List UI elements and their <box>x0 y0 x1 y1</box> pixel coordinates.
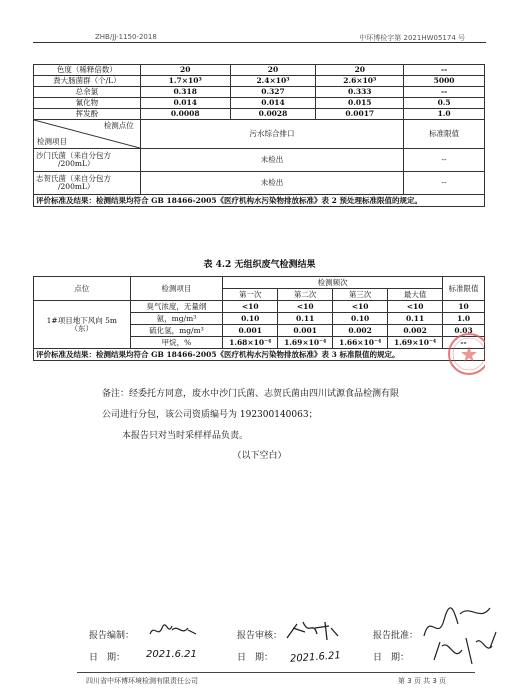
value-cell: 0.014 <box>140 98 230 109</box>
value-cell: 0.0028 <box>230 109 316 120</box>
header-site: 污水综合排口 <box>140 120 403 149</box>
prepared-date-label: 日 期： <box>89 653 126 663</box>
limit-cell: -- <box>404 149 485 172</box>
item-cell: 粪大肠菌群（个/L） <box>34 76 141 87</box>
value-cell: 0.001 <box>223 325 278 337</box>
header-limit: 标准限值 <box>443 277 485 301</box>
header-point: 点位 <box>34 277 131 301</box>
value-cell: 0.10 <box>333 313 388 325</box>
value-cell: 未检出 <box>140 172 403 195</box>
value-cell: 1.69×10⁻⁴ <box>278 337 333 349</box>
point-line-1: 1#项目地下风向 5m <box>46 315 117 325</box>
approved-signature <box>420 602 500 668</box>
value-cell: 0.002 <box>333 325 388 337</box>
value-cell: <10 <box>223 301 278 313</box>
limit-cell: 0.03 <box>443 325 485 337</box>
header-limit: 标准限值 <box>404 120 485 149</box>
value-cell: 0.318 <box>140 87 230 98</box>
report-number: 中环博检字第 2021HW05174 号 <box>359 34 465 42</box>
value-cell: 0.333 <box>316 87 404 98</box>
table-row <box>34 76 485 87</box>
item-cell: 氰化物 <box>34 98 141 109</box>
wastewater-results-table <box>33 64 485 207</box>
item-cell: 总余氯 <box>34 87 141 98</box>
value-cell: 0.0017 <box>316 109 404 120</box>
table-row <box>34 149 485 172</box>
header-col-1: 第一次 <box>223 289 278 301</box>
item-cell: 挥发酚 <box>34 109 141 120</box>
standard-code: ZHB/JJ-1150-2018 <box>95 33 157 41</box>
footer-company: 四川省中环博环境检测有限责任公司 <box>86 677 198 685</box>
value-cell: 0.0008 <box>140 109 230 120</box>
diagonal-header-cell <box>34 120 141 149</box>
item-cell: 甲烷，% <box>130 337 223 349</box>
company-seal-stamp <box>439 331 485 377</box>
item-cell: 臭气浓度，无量纲 <box>130 301 223 313</box>
header-col-2: 第二次 <box>278 289 333 301</box>
value-cell: 0.10 <box>223 313 278 325</box>
value-cell: 1.7×10³ <box>140 76 230 87</box>
value-cell: 2.4×10³ <box>230 76 316 87</box>
reviewed-label: 报告审核： <box>237 631 283 641</box>
value-cell: 2.6×10³ <box>316 76 404 87</box>
value-cell: 0.11 <box>278 313 333 325</box>
limit-cell: 0.5 <box>404 98 485 109</box>
item-line-1: 沙门氏菌（来自分包方 <box>36 151 111 161</box>
remark-line-1: 备注：经委托方同意，废水中沙门氏菌、志贺氏菌由四川试源食品检测有限 <box>102 389 400 399</box>
item-cell: 硫化氢，mg/m³ <box>130 325 223 337</box>
waste-gas-results-table <box>33 276 485 361</box>
limit-cell: 1.0 <box>404 109 485 120</box>
value-cell: 0.015 <box>316 98 404 109</box>
limit-cell: -- <box>404 87 485 98</box>
header-point-label: 检测点位 <box>103 121 134 130</box>
value-cell: 未检出 <box>140 149 403 172</box>
table-row <box>34 98 485 109</box>
header-frequency: 检测频次 <box>223 277 443 289</box>
limit-cell: -- <box>404 65 485 76</box>
limit-cell: 1.0 <box>443 313 485 325</box>
table-header-row <box>34 120 485 149</box>
limit-cell: 10 <box>443 301 485 313</box>
item-cell: 色度（稀释倍数） <box>34 65 141 76</box>
header-item-label: 检测项目 <box>37 137 67 147</box>
item-line-2: /200mL） <box>58 182 95 191</box>
table-row <box>34 172 485 195</box>
value-cell: 1.66×10⁻⁴ <box>333 337 388 349</box>
remark-line-3: 本报告只对当时采样样品负责。 <box>122 431 249 441</box>
value-cell: 0.327 <box>230 87 316 98</box>
value-cell: 20 <box>230 65 316 76</box>
value-cell: 20 <box>140 65 230 76</box>
table-row <box>34 65 485 76</box>
value-cell: <10 <box>333 301 388 313</box>
item-line-1: 志贺氏菌（来自分包方 <box>36 174 111 184</box>
reviewed-signature <box>285 618 340 644</box>
footer-page-number: 第 3 页 共 3 页 <box>398 677 447 685</box>
value-cell: 0.001 <box>278 325 333 337</box>
evaluation-1: 评价标准及结果：检测结果均符合 GB 18466-2005《医疗机构水污染物排放标准》表 2 预处理标准限值的规定。 <box>34 195 485 207</box>
limit-cell: -- <box>443 337 485 349</box>
value-cell: 1.69×10⁻⁴ <box>388 337 443 349</box>
prepared-signature <box>148 620 198 642</box>
header-item: 检测项目 <box>130 277 223 301</box>
approved-date-label: 日 期： <box>373 653 410 663</box>
prepared-label: 报告编制： <box>89 631 135 641</box>
item-cell <box>34 172 141 195</box>
approved-label: 报告批准： <box>373 631 419 641</box>
value-cell: 1.68×10⁻⁴ <box>223 337 278 349</box>
reviewed-date-handwritten: 2021.6.21 <box>289 650 342 665</box>
header-rule <box>33 42 486 43</box>
footer-rule <box>77 672 475 673</box>
point-cell <box>34 301 131 349</box>
table-row <box>34 87 485 98</box>
point-line-2: （东） <box>70 323 94 333</box>
remark-line-2: 公司进行分包，该公司资质编号为 192300140063； <box>102 410 318 420</box>
value-cell: 0.002 <box>388 325 443 337</box>
item-line-2: /200mL） <box>58 159 95 168</box>
remarks <box>102 384 432 447</box>
value-cell: 0.014 <box>230 98 316 109</box>
evaluation-2: 评价标准及结果：检测结果均符合 GB 18466-2005《医疗机构水污染物排放标准》表 3 标准限值的规定。 <box>34 349 485 361</box>
value-cell: 0.11 <box>388 313 443 325</box>
value-cell: <10 <box>278 301 333 313</box>
item-cell <box>34 149 141 172</box>
prepared-date-handwritten: 2021.6.21 <box>146 649 197 660</box>
table-caption: 表 4.2 无组织废气检测结果 <box>203 260 316 270</box>
blank-below-marker: （以下空白） <box>232 451 287 461</box>
evaluation-row <box>34 195 485 207</box>
value-cell: 20 <box>316 65 404 76</box>
limit-cell: 5000 <box>404 76 485 87</box>
item-cell: 氨，mg/m³ <box>130 313 223 325</box>
header-col-3: 第三次 <box>333 289 388 301</box>
reviewed-date-label: 日 期： <box>237 653 274 663</box>
value-cell: <10 <box>388 301 443 313</box>
header-col-4: 最大值 <box>388 289 443 301</box>
limit-cell: -- <box>404 172 485 195</box>
table-row <box>34 109 485 120</box>
